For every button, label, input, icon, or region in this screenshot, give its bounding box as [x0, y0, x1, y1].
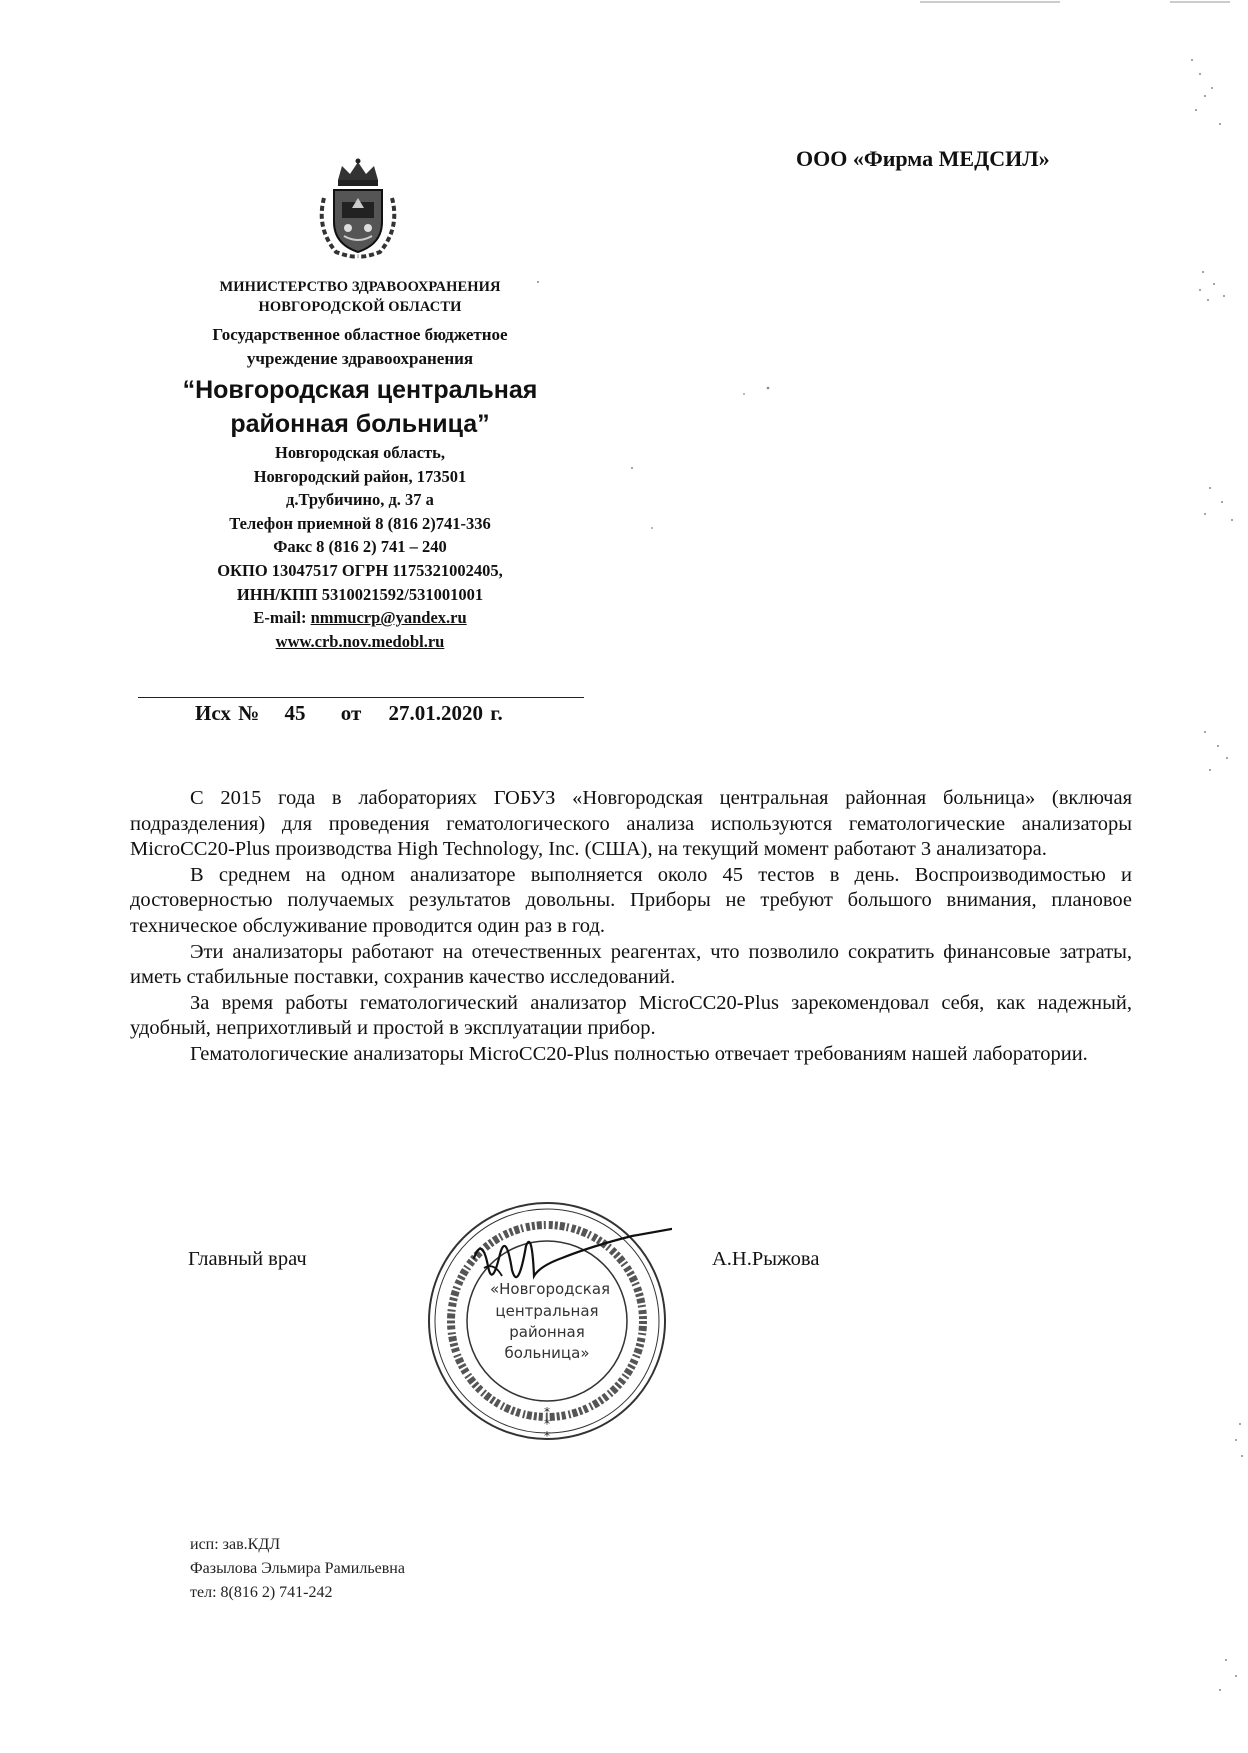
outgoing-prefix: Исх №	[195, 701, 260, 725]
seal-text-line: больница»	[504, 1344, 590, 1362]
institution-name-line1: “Новгородская центральная	[182, 376, 538, 404]
ministry-name-line2: НОВГОРОДСКОЙ ОБЛАСТИ	[258, 299, 462, 315]
executor-role: исп: зав.КДЛ	[190, 1536, 281, 1553]
body-paragraph: Гематологические анализаторы MicroCC20-Plus полностью отвечает требованиям нашей лаборатории.	[190, 1042, 1088, 1065]
executor-phone: тел: 8(816 2) 741-242	[190, 1584, 333, 1601]
body-paragraph: В среднем на одном анализаторе выполняется около 45 тестов в день. Воспроизводимостью и достоверностью получаемых результатов довольны. Приборы не требуют большого внимания, плановое техническое обслуживание проводится один раз в год.	[130, 863, 1132, 937]
fax-line: Факс 8 (816 2) 741 – 240	[273, 537, 447, 557]
body-paragraph: Эти анализаторы работают на отечественных реагентах, что позволило сократить финансовые затраты, иметь стабильные поставки, сохранив качество исследований.	[130, 940, 1132, 989]
signatory-name: А.Н.Рыжова	[712, 1248, 820, 1270]
coat-of-arms-emblem	[312, 158, 404, 260]
seal-text-line: «Новгородская	[489, 1280, 611, 1298]
body-paragraph: С 2015 года в лабораториях ГОБУЗ «Новгородская центральная районная больница» (включая подразделения) для проведения гематологического анализа используются гематологические анализаторы MicroCC20-Plus производства High Technology, Inc. (США), на текущий момент работают 3 анализатора.	[130, 787, 1132, 861]
signatory-position: Главный врач	[188, 1248, 307, 1270]
letterhead-divider	[138, 697, 584, 698]
outgoing-date: 27.01.2020 г.	[388, 701, 503, 725]
institution-name-line2: районная больница”	[230, 410, 490, 438]
address-line2: Новгородский район, 173501	[253, 466, 467, 486]
recipient: ООО «Фирма МЕДСИЛ»	[796, 146, 1050, 171]
website-link[interactable]: www.crb.nov.medobl.ru	[275, 631, 445, 651]
body-paragraph: За время работы гематологический анализатор MicroCC20-Plus зарекомендовал себя, как надежный, удобный, неприхотливый и простой в эксплуатации прибор.	[130, 991, 1132, 1040]
codes-line1: ОКПО 13047517 ОГРН 1175321002405,	[217, 560, 503, 580]
codes-line2: ИНН/КПП 5310021592/531001001	[236, 584, 484, 604]
letterhead	[150, 277, 570, 653]
letter-body	[130, 786, 1132, 1068]
phone-line: Телефон приемной 8 (816 2)741-336	[229, 513, 491, 533]
svg-text:*: *	[544, 1429, 550, 1443]
executor-name: Фазылова Эльмира Рамильевна	[190, 1560, 405, 1577]
ministry-name-line1: МИНИСТЕРСТВО ЗДРАВООХРАНЕНИЯ	[219, 279, 501, 295]
email-link[interactable]: nmmucrp@yandex.ru	[310, 608, 467, 628]
outgoing-date-prefix: от	[340, 701, 362, 725]
address-line3: д.Трубичино, д. 37 а	[286, 490, 434, 510]
address-line1: Новгородская область,	[275, 443, 445, 462]
seal-text-line: районная	[509, 1323, 585, 1341]
email-line	[150, 606, 570, 630]
svg-text:*: *	[544, 1417, 550, 1431]
website-line	[150, 630, 570, 654]
svg-text:*: *	[544, 1405, 550, 1419]
seal-text-line: центральная	[495, 1302, 599, 1320]
executor-info	[190, 1533, 405, 1605]
outgoing-number: 45	[284, 701, 306, 725]
institution-type-line2: учреждение здравоохранения	[246, 349, 474, 368]
official-seal-stamp	[422, 1196, 672, 1446]
institution-type-line1: Государственное областное бюджетное	[212, 325, 508, 344]
email-label: E-mail:	[253, 608, 311, 628]
outgoing-reference	[195, 701, 503, 726]
